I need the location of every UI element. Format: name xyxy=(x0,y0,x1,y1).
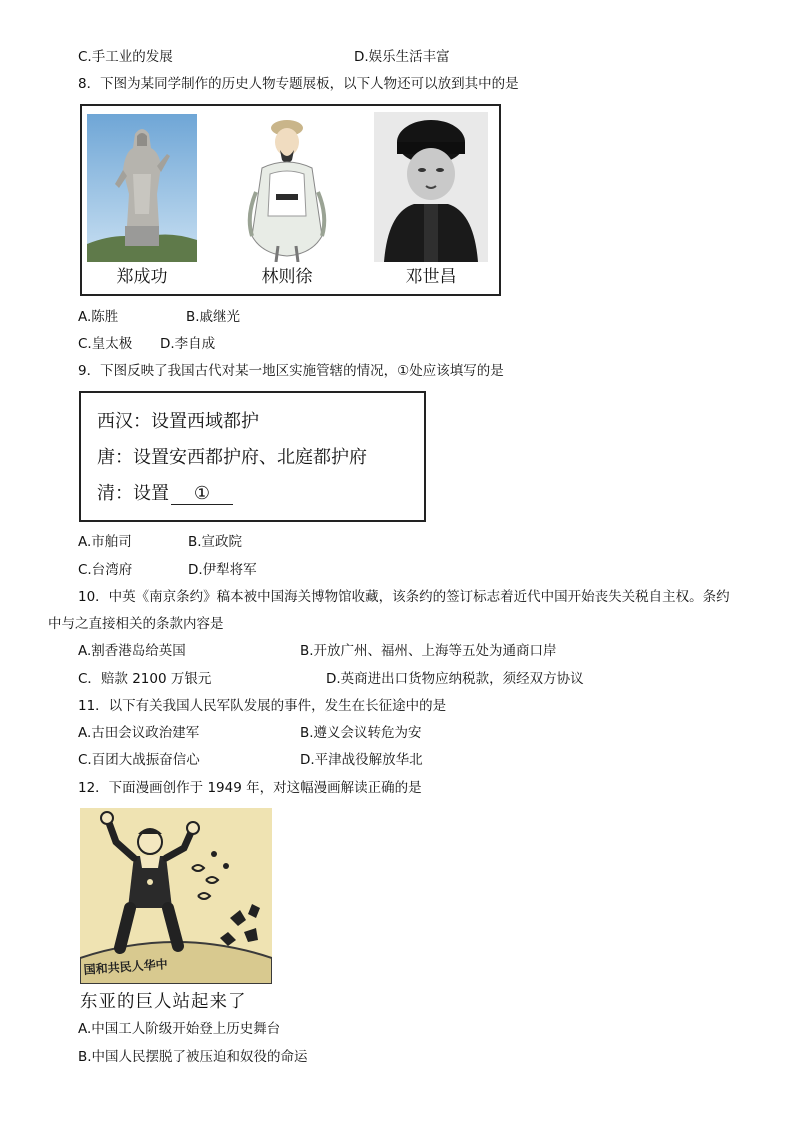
q10-option-d: D.英商进出口货物应纳税款，须经双方协议 xyxy=(326,671,584,687)
q9-stem: 9．下图反映了我国古代对某一地区实施管辖的情况，①处应该填写的是 xyxy=(78,363,504,379)
q10-option-a: A.割香港岛给英国 xyxy=(78,643,186,659)
q10-stem-line2: 中与之直接相关的条款内容是 xyxy=(48,616,224,632)
q11-option-c: C.百团大战振奋信心 xyxy=(78,752,200,768)
q10-stem-line1: 10．中英《南京条约》稿本被中国海关博物馆收藏，该条约的签订标志着近代中国开始丧失关税自主权。条约 xyxy=(78,589,730,605)
q9-option-d: D.伊犁将军 xyxy=(188,562,257,578)
q9-administration-table xyxy=(79,391,426,522)
q11-option-b: B.遵义会议转危为安 xyxy=(300,725,422,741)
q10-option-b: B.开放广州、福州、上海等五处为通商口岸 xyxy=(300,643,557,659)
q9-option-a: A.市舶司 xyxy=(78,534,132,550)
figure-caption-deng-shichang: 邓世昌 xyxy=(405,267,457,287)
figure-caption-zheng-chenggong: 郑成功 xyxy=(116,267,168,287)
q11-stem: 11．以下有关我国人民军队发展的事件，发生在长征途中的是 xyxy=(78,698,447,714)
q10-option-c: C．赔款 2100 万银元 xyxy=(78,671,212,687)
q12-option-a: A.中国工人阶级开始登上历史舞台 xyxy=(78,1021,281,1037)
deng-shichang-photo-image xyxy=(374,112,488,262)
q9-option-b: B.宣政院 xyxy=(188,534,243,550)
q11-option-a: A.古田会议政治建军 xyxy=(78,725,200,741)
q9-blank-1: ① xyxy=(171,483,233,505)
q8-option-a: A.陈胜 xyxy=(78,309,119,325)
q12-stem: 12．下面漫画创作于 1949 年，对这幅漫画解读正确的是 xyxy=(78,780,422,796)
q9-row-western-han: 西汉：设置西域都护 xyxy=(97,411,259,432)
q7-option-c: C.手工业的发展 xyxy=(78,49,173,65)
q8-option-c: C.皇太极 xyxy=(78,336,133,352)
q9-row-qing-prefix: 清：设置 xyxy=(97,483,169,504)
lin-zexu-portrait-image xyxy=(232,116,342,262)
q11-option-d: D.平津战役解放华北 xyxy=(300,752,423,768)
q8-option-d: D.李自成 xyxy=(160,336,216,352)
q9-row-qing xyxy=(97,479,233,505)
zheng-chenggong-statue-image xyxy=(87,114,197,262)
q8-option-b: B.戚继光 xyxy=(186,309,241,325)
q9-row-tang: 唐：设置安西都护府、北庭都护府 xyxy=(97,447,367,468)
q9-option-c: C.台湾府 xyxy=(78,562,133,578)
q7-option-d: D.娱乐生活丰富 xyxy=(354,49,450,65)
figure-caption-lin-zexu: 林则徐 xyxy=(261,267,313,287)
q12-cartoon-image xyxy=(80,808,272,984)
q12-cartoon-caption: 东亚的巨人站起来了 xyxy=(80,992,247,1012)
q8-stem: 8．下图为某同学制作的历史人物专题展板，以下人物还可以放到其中的是 xyxy=(78,76,519,92)
q12-option-b: B.中国人民摆脱了被压迫和奴役的命运 xyxy=(78,1049,308,1065)
svg-text:国和共民人华中: 国和共民人华中 xyxy=(83,957,169,977)
q8-display-board xyxy=(80,104,501,296)
